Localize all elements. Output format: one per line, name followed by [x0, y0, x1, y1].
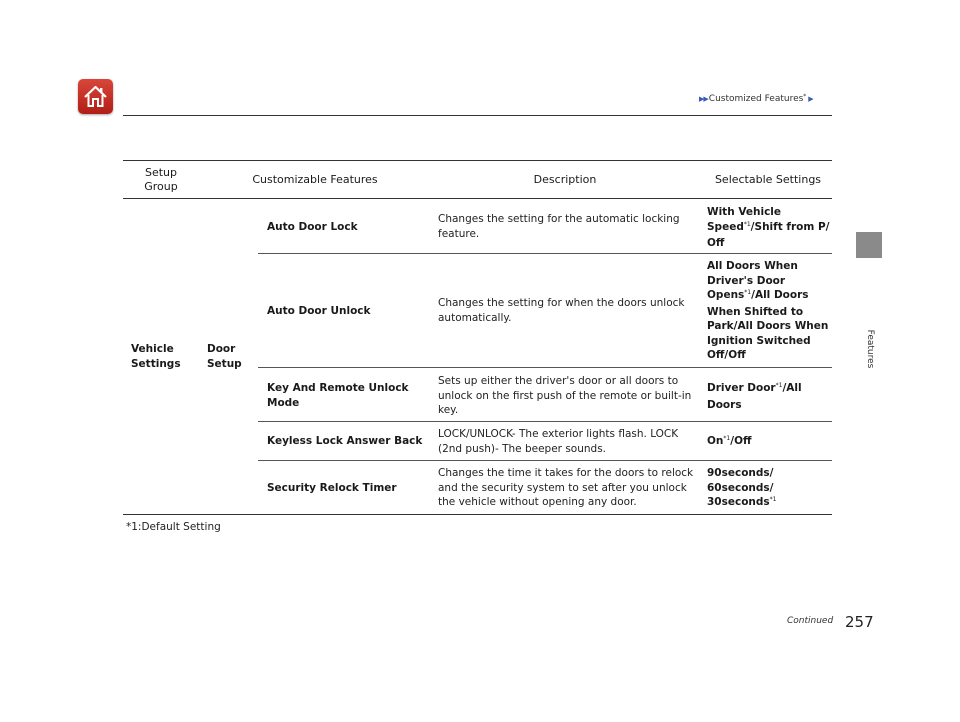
header-settings: Selectable Settings [714, 173, 822, 186]
feature-name: Key And Remote Unlock Mode [267, 382, 409, 409]
continued-label: Continued [787, 616, 834, 626]
table-header-rule [123, 198, 832, 199]
header-features: Customizable Features [252, 173, 378, 186]
feature-description: LOCK/UNLOCK- The exterior lights flash. LOCK (2nd push)- The beeper sounds. [438, 428, 679, 455]
home-button[interactable] [78, 79, 113, 114]
feature-description: Changes the setting for the automatic locking feature. [438, 213, 680, 240]
row-rule [258, 253, 832, 254]
section-label: Features [865, 329, 875, 369]
table-bottom-rule [123, 514, 832, 515]
feature-name: Auto Door Lock [267, 221, 358, 233]
feature-description: Changes the time it takes for the doors to relock and the security system to set after you unlock the vehicle without opening any door. [438, 467, 694, 508]
row-rule [258, 421, 832, 422]
group-label: Vehicle Settings [131, 343, 181, 370]
feature-name: Security Relock Timer [267, 482, 397, 494]
feature-settings: With Vehicle Speed$^{*1}$/Shift from P/ Off [707, 206, 830, 249]
feature-settings: 90seconds/ 60seconds/ 30seconds$^{*1}$ [707, 467, 777, 508]
feature-description: Sets up either the driver's door or all doors to unlock on the first push of the remote or built-in key. [438, 375, 692, 416]
header-description: Description [533, 173, 597, 186]
row-rule [258, 367, 832, 368]
home-icon [82, 83, 109, 110]
section-tab[interactable] [856, 232, 882, 258]
feature-description: Changes the setting for when the doors unlock automatically. [438, 297, 685, 324]
header-setup-group: Setup Group [144, 166, 178, 193]
feature-name: Keyless Lock Answer Back [267, 435, 423, 447]
breadcrumb-label: Customized Features [708, 94, 804, 104]
row-rule [258, 460, 832, 461]
subgroup-label: Door Setup [207, 343, 242, 370]
feature-settings: Driver Door$^{*1}$/All Doors [707, 382, 802, 411]
double-arrow-icon: ▶▶ [699, 95, 708, 103]
header-rule [123, 115, 832, 116]
breadcrumb[interactable] [699, 94, 814, 104]
page-number: 257 [845, 613, 874, 631]
table-top-rule [123, 160, 832, 161]
breadcrumb-sup: * [803, 92, 807, 100]
feature-name: Auto Door Unlock [267, 305, 371, 317]
arrow-icon: ▶ [808, 95, 813, 103]
feature-settings: On$^{*1}$/Off [707, 435, 752, 447]
feature-settings: All Doors When Driver's Door Opens$^{*1}$/All Doors When Shifted to Park/All Doors When Ignition Switched Off/Off [707, 260, 829, 361]
footnote: *1:Default Setting [126, 521, 221, 533]
